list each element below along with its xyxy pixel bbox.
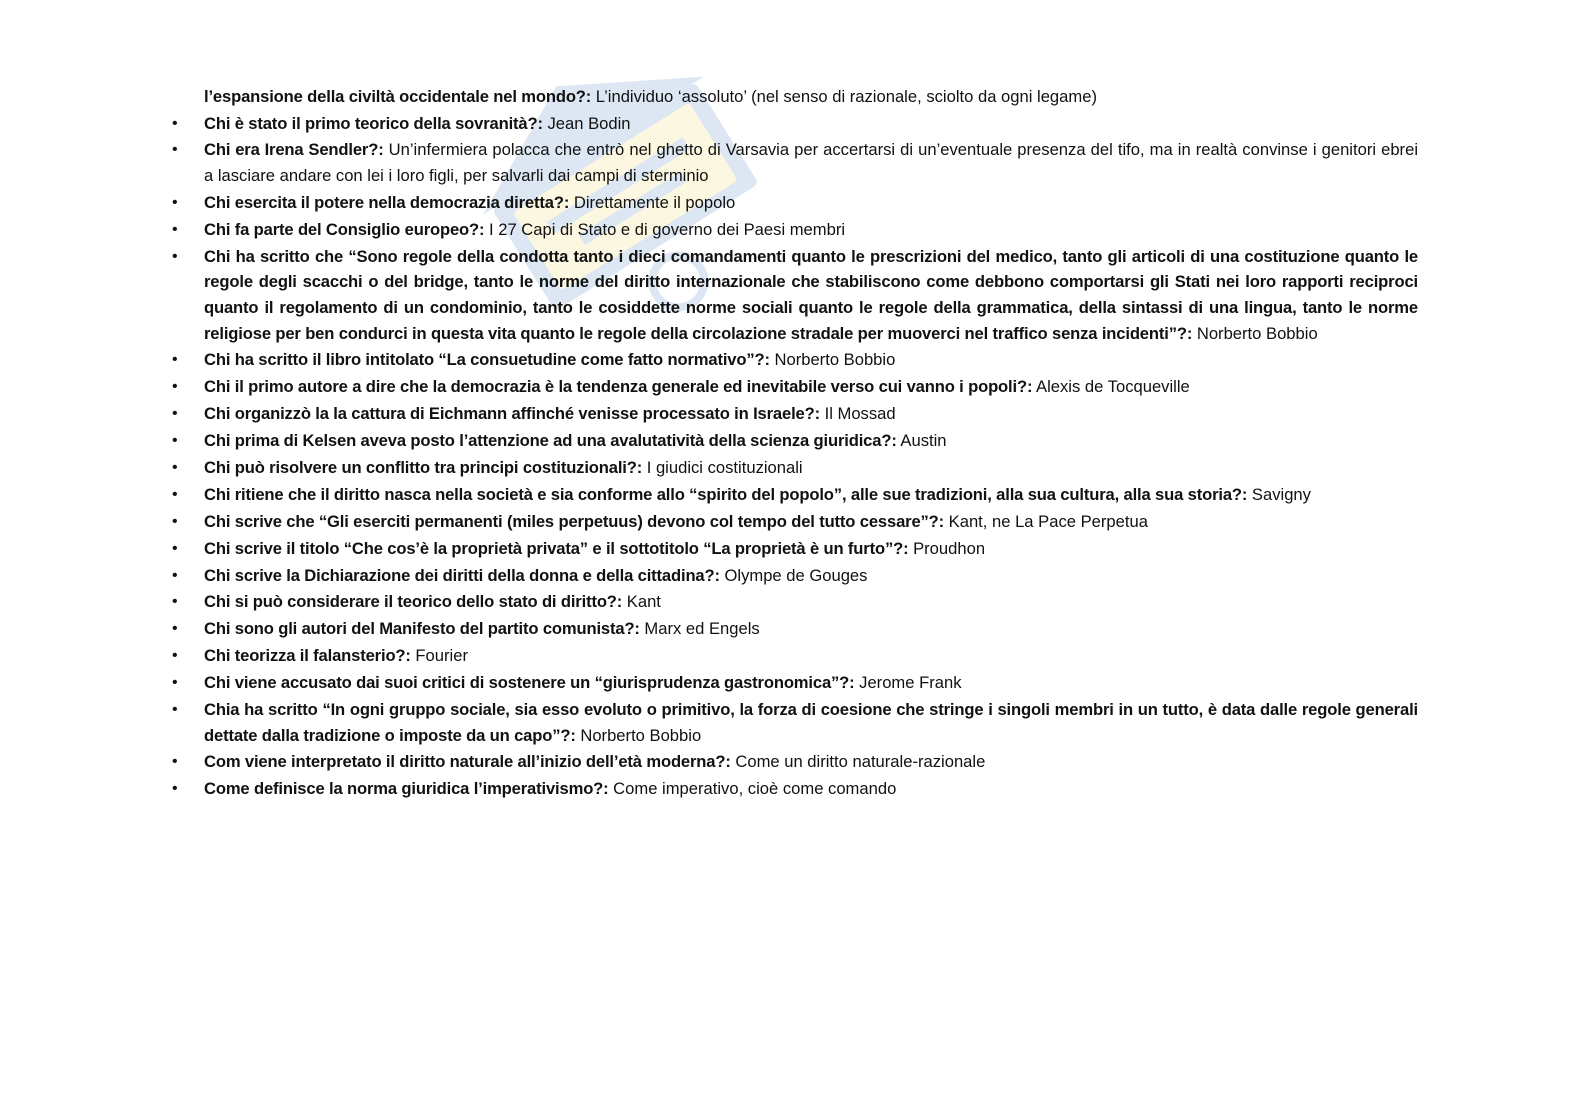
list-item — [172, 111, 1418, 137]
question-text: Chi esercita il potere nella democrazia diretta?: — [204, 192, 570, 212]
list-item — [172, 217, 1418, 243]
answer-text: Un’infermiera polacca che entrò nel ghetto di Varsavia per accertarsi di un’eventuale presenza del tifo, ma in realtà convinse i genitori ebrei a lasciare andare con lei i loro figli, per salvarli dai campi di sterminio — [204, 140, 1418, 186]
list-item — [172, 536, 1418, 562]
bullet-icon: • — [172, 753, 178, 771]
answer-text: Olympe de Gouges — [719, 565, 868, 585]
bullet-icon: • — [172, 432, 178, 450]
answer-text: Austin — [896, 431, 947, 451]
qa-list-container — [172, 84, 1418, 803]
list-item — [172, 482, 1418, 508]
bullet-icon: • — [172, 458, 178, 476]
list-item — [172, 616, 1418, 642]
answer-text: I 27 Capi di Stato e di governo dei Paesi membri — [484, 219, 846, 239]
question-text: Chi può risolvere un conflitto tra principi costituzionali?: — [204, 457, 643, 477]
list-item — [172, 589, 1418, 615]
answer-text: Come imperativo, cioè come comando — [608, 779, 897, 799]
question-text: Come definisce la norma giuridica l’imperativismo?: — [204, 779, 609, 799]
question-text: Chi scrive che “Gli eserciti permanenti (miles perpetuus) devono col tempo del tutto cessare”?: — [204, 511, 945, 531]
answer-text: Norberto Bobbio — [769, 350, 896, 370]
question-text: Chi scrive la Dichiarazione dei diritti della donna e della cittadina?: — [204, 565, 720, 585]
list-item — [172, 190, 1418, 216]
answer-text: Kant — [622, 592, 661, 612]
question-text: Chi ha scritto il libro intitolato “La consuetudine come fatto normativo”?: — [204, 350, 770, 370]
answer-text: Come un diritto naturale-razionale — [730, 752, 986, 772]
bullet-icon: • — [172, 701, 178, 718]
list-item — [172, 563, 1418, 589]
question-text: Chi è stato il primo teorico della sovranità?: — [204, 113, 543, 133]
list-item — [172, 455, 1418, 481]
list-item — [172, 137, 1418, 188]
answer-text: Norberto Bobbio — [1192, 323, 1318, 343]
answer-text: Norberto Bobbio — [575, 725, 702, 745]
list-item — [172, 374, 1418, 400]
question-text: Chi viene accusato dai suoi critici di sostenere un “giurisprudenza gastronomica”?: — [204, 673, 855, 693]
answer-text: Direttamente il popolo — [569, 192, 736, 212]
continued-item — [172, 84, 1418, 110]
question-text: Chi ha scritto che “Sono regole della condotta tanto i dieci comandamenti quanto le prescrizioni del medico, tanto gli articoli di una costituzione quanto le regole degli scacchi o del bridge, tanto le norme del diritto internazionale che stabiliscono come debbono comportarsi gli Stati nei loro rapporti reciproci quanto il regolamento di un condominio, tanto le cosiddette norme sociali quanto le regole della grammatica, della sintassi di una lingua, tanto le norme religiose per ben condurci in questa vita quanto le regole della circolazione stradale per muoverci nel traffico senza incidenti”?: — [204, 246, 1418, 343]
question-text: Chia ha scritto “In ogni gruppo sociale, sia esso evoluto o primitivo, la forza di coesione che stringe i singoli membri in un tutto, è data dalle regole generali dettate dalla tradizione o imposte da un capo”?: — [204, 700, 1418, 745]
list-item — [172, 428, 1418, 454]
question-text: Chi sono gli autori del Manifesto del partito comunista?: — [204, 619, 640, 639]
bullet-icon: • — [172, 485, 178, 503]
question-text: Com viene interpretato il diritto naturale all’inizio dell’età moderna?: — [204, 752, 731, 772]
bullet-icon: • — [172, 220, 178, 238]
bullet-icon: • — [172, 114, 178, 132]
answer-text: I giudici costituzionali — [642, 457, 803, 477]
bullet-icon: • — [172, 405, 178, 423]
answer-text: Fourier — [410, 646, 468, 666]
list-item — [172, 244, 1418, 346]
bullet-icon: • — [172, 647, 178, 665]
bullet-icon: • — [172, 674, 178, 692]
bullet-icon: • — [172, 351, 178, 369]
list-item — [172, 401, 1418, 427]
bullet-icon: • — [172, 512, 178, 530]
answer-text: Il Mossad — [819, 404, 896, 424]
list-item — [172, 749, 1418, 775]
question-text: Chi il primo autore a dire che la democrazia è la tendenza generale ed inevitabile verso cui vanno i popoli?: — [204, 377, 1033, 397]
question-text: Chi si può considerare il teorico dello stato di diritto?: — [204, 592, 623, 612]
list-item — [172, 776, 1418, 802]
question-text: Chi era Irena Sendler?: — [204, 140, 384, 160]
bullet-icon: • — [172, 247, 178, 265]
bullet-icon: • — [172, 193, 178, 211]
bullet-icon: • — [172, 141, 178, 159]
answer-text: Marx ed Engels — [639, 619, 760, 639]
question-text: l’espansione della civiltà occidentale nel mondo?: — [204, 87, 592, 106]
bullet-icon: • — [172, 539, 178, 557]
bullet-icon: • — [172, 780, 178, 798]
bullet-icon: • — [172, 378, 178, 396]
bullet-icon: • — [172, 566, 178, 584]
list-item — [172, 697, 1418, 748]
bullet-icon: • — [172, 620, 178, 638]
answer-text: Kant, ne La Pace Perpetua — [944, 511, 1148, 531]
bullet-icon: • — [172, 593, 178, 611]
list-item — [172, 347, 1418, 373]
answer-text: L’individuo ‘assoluto’ (nel senso di razionale, sciolto da ogni legame) — [591, 87, 1097, 106]
question-text: Chi ritiene che il diritto nasca nella società e sia conforme allo “spirito del popolo”, alle sue tradizioni, alla sua cultura, alla sua storia?: — [204, 484, 1248, 504]
answer-text: Jerome Frank — [854, 673, 962, 693]
qa-list — [172, 111, 1418, 802]
list-item — [172, 643, 1418, 669]
question-text: Chi prima di Kelsen aveva posto l’attenzione ad una avalutatività della scienza giuridica?: — [204, 431, 897, 451]
answer-text: Alexis de Tocqueville — [1032, 377, 1190, 397]
answer-text: Proudhon — [908, 538, 986, 558]
list-item — [172, 670, 1418, 696]
question-text: Chi scrive il titolo “Che cos’è la proprietà privata” e il sottotitolo “La proprietà è un furto”?: — [204, 538, 909, 558]
question-text: Chi fa parte del Consiglio europeo?: — [204, 219, 485, 239]
answer-text: Jean Bodin — [542, 113, 631, 133]
question-text: Chi teorizza il falansterio?: — [204, 646, 411, 666]
question-text: Chi organizzò la la cattura di Eichmann affinché venisse processato in Israele?: — [204, 404, 820, 424]
answer-text: Savigny — [1247, 484, 1311, 504]
list-item — [172, 509, 1418, 535]
